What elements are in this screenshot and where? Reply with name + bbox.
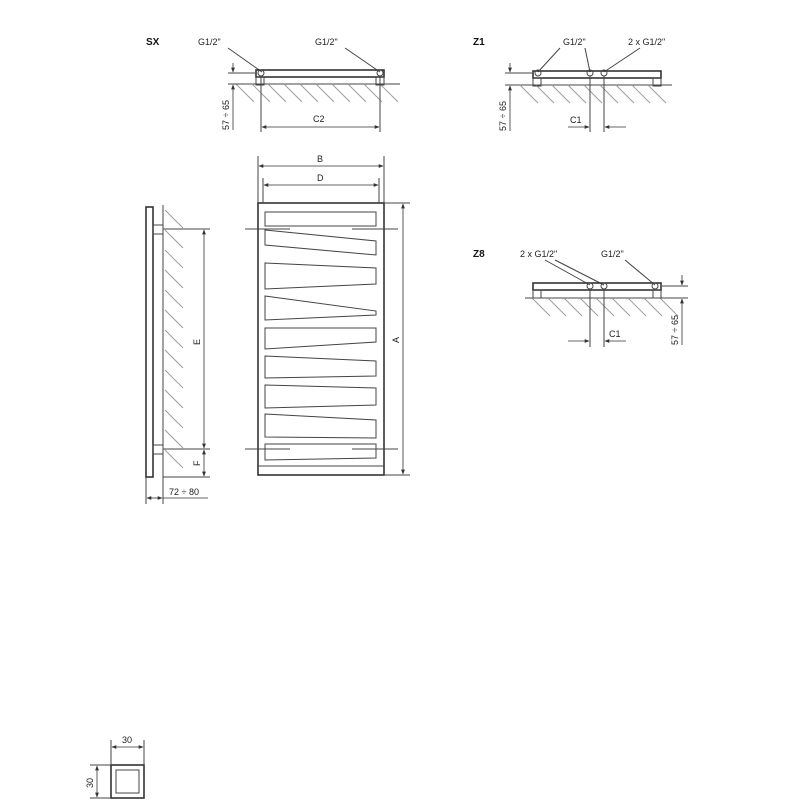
- z8-title: Z8: [473, 249, 485, 260]
- z8-label-left: 2 x G1/2": [520, 249, 558, 259]
- side-bracket-lower: [153, 445, 163, 454]
- radiator-slat: [265, 356, 376, 378]
- front-dim-width: B: [317, 154, 324, 164]
- front-view: [245, 154, 410, 475]
- side-bracket-upper: [153, 225, 163, 234]
- z1-wall-hatch: [510, 85, 672, 103]
- side-wall-hatch: [163, 205, 183, 480]
- z8-label-right: G1/2": [601, 249, 624, 259]
- z1-dim-offset: 57 ÷ 65: [498, 101, 508, 131]
- radiator-slat: [265, 414, 376, 438]
- z8-wall-hatch: [525, 298, 686, 316]
- z1-label-left: G1/2": [563, 37, 586, 47]
- sx-pipe-connection-right: [377, 70, 383, 76]
- z8-dim-offset: 57 ÷ 65: [670, 315, 680, 345]
- z1-connection-view: [473, 37, 672, 132]
- side-radiator-profile: [146, 207, 153, 477]
- radiator-slat: [265, 263, 376, 289]
- radiator-slat: [265, 385, 376, 408]
- radiator-slat: [265, 444, 376, 460]
- radiator-slat: [265, 212, 376, 226]
- profile-dim-width: 30: [122, 735, 133, 745]
- z8-dim-spacing: C1: [609, 329, 621, 339]
- front-radiator-slats: [265, 212, 376, 460]
- z8-pipe-connection-middle: [601, 283, 607, 289]
- sx-dim-offset: 57 ÷ 65: [221, 100, 231, 130]
- front-radiator-frame: [258, 203, 384, 475]
- z1-title: Z1: [473, 37, 485, 48]
- radiator-slat: [265, 296, 376, 320]
- sx-label-right: G1/2": [315, 37, 338, 47]
- side-dim-depth: 72 ÷ 80: [169, 487, 199, 497]
- sx-label-left: G1/2": [198, 37, 221, 47]
- front-dim-inner-width: D: [317, 173, 324, 183]
- sx-dim-spacing: C2: [313, 114, 325, 124]
- z8-pipe-connection-right: [652, 283, 658, 289]
- z1-label-right: 2 x G1/2": [628, 37, 666, 47]
- side-view: [146, 205, 210, 504]
- profile-section: [85, 735, 144, 798]
- radiator-slat: [265, 230, 376, 255]
- profile-inner: [116, 770, 139, 793]
- sx-title: SX: [146, 37, 160, 48]
- z8-pipe-connection-left: [587, 283, 593, 289]
- front-dim-height: A: [391, 336, 401, 343]
- z1-dim-spacing: C1: [570, 115, 582, 125]
- sx-connection-view: [146, 37, 400, 132]
- radiator-slat: [265, 328, 376, 349]
- z8-connection-view: [473, 249, 688, 347]
- profile-dim-height: 30: [85, 777, 95, 788]
- side-dim-bottom-offset: F: [192, 460, 202, 466]
- sx-wall-hatch: [232, 84, 400, 102]
- side-dim-bracket-spacing: E: [192, 338, 202, 345]
